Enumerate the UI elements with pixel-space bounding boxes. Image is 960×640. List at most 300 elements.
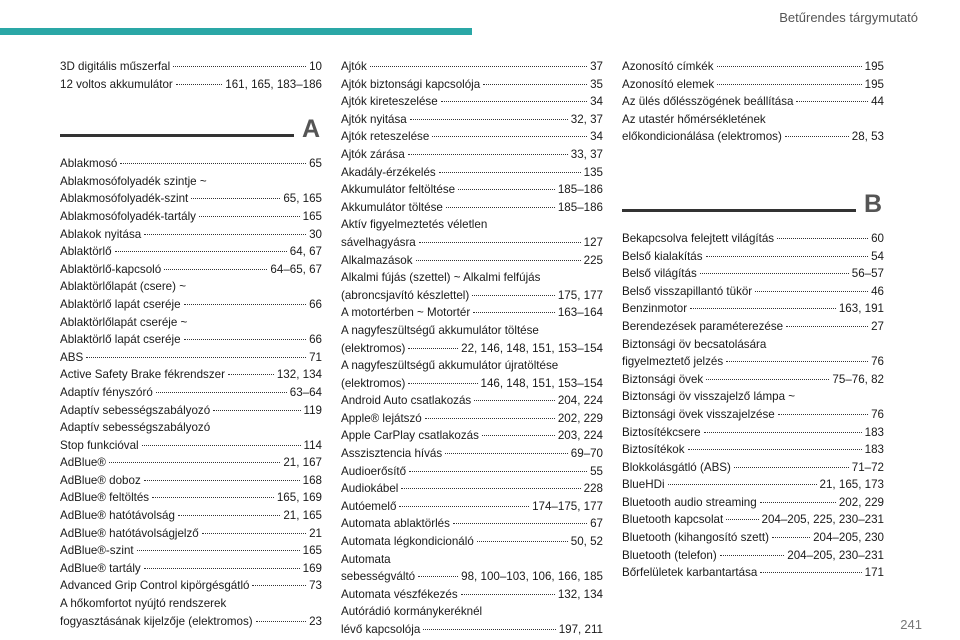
index-term: előkondicionálása (elektromos) xyxy=(622,130,782,144)
index-term: Bluetooth (kihangosító szett) xyxy=(622,531,769,545)
index-entry-line xyxy=(60,419,322,437)
index-entry xyxy=(341,128,603,146)
page-reference: 60 xyxy=(871,231,884,245)
page-header-title: Betűrendes tárgymutató xyxy=(779,10,918,25)
index-entry xyxy=(60,314,322,349)
index-entry-line xyxy=(622,336,884,354)
index-term: Automata vészfékezés xyxy=(341,587,458,601)
dot-leader xyxy=(370,66,587,67)
page-reference: 56–57 xyxy=(851,267,884,281)
index-entry-line xyxy=(341,445,603,463)
index-entry xyxy=(341,269,603,304)
index-term: Belső visszapillantó tükör xyxy=(622,284,753,298)
index-entry xyxy=(341,463,603,481)
index-entry-line xyxy=(60,366,322,384)
index-entry-line xyxy=(622,511,884,529)
index-entry xyxy=(60,595,322,630)
index-term: A hőkomfortot nyújtó rendszerek xyxy=(60,597,227,611)
index-entry xyxy=(341,93,603,111)
index-term: Azonosító elemek xyxy=(622,77,715,91)
page-reference: 163–164 xyxy=(557,306,603,320)
dot-leader xyxy=(184,304,307,305)
index-term: AdBlue®-szint xyxy=(60,544,134,558)
dot-leader xyxy=(184,339,307,340)
index-entry-line xyxy=(622,388,884,406)
index-entry xyxy=(622,76,884,94)
index-entry-line xyxy=(341,586,603,604)
index-entry xyxy=(341,199,603,217)
index-entry-line xyxy=(60,560,322,578)
page-reference: 76 xyxy=(871,407,884,421)
page-reference: 185–186 xyxy=(557,200,603,214)
index-entry-line xyxy=(622,459,884,477)
section-divider xyxy=(60,134,294,137)
page-reference: 63–64 xyxy=(289,385,322,399)
index-entry xyxy=(341,603,603,638)
index-term: 12 voltos akkumulátor xyxy=(60,77,173,91)
index-column-1 xyxy=(60,58,322,630)
index-term: AdBlue® xyxy=(60,456,106,470)
index-entry-line xyxy=(622,230,884,248)
index-column-2 xyxy=(341,58,603,639)
dot-leader xyxy=(441,101,587,102)
index-entry xyxy=(341,498,603,516)
page-reference: 34 xyxy=(590,95,603,109)
dot-leader xyxy=(755,291,868,292)
index-entry xyxy=(341,58,603,76)
page-reference: 165 xyxy=(302,544,322,558)
dot-leader xyxy=(704,432,862,433)
dot-leader xyxy=(152,497,274,498)
section-letter: A xyxy=(301,115,320,144)
index-entry xyxy=(341,322,603,357)
page-reference: 76 xyxy=(871,355,884,369)
page-reference: 135 xyxy=(583,165,603,179)
page-reference: 34 xyxy=(590,130,603,144)
dot-leader xyxy=(144,568,300,569)
index-entry-line xyxy=(60,577,322,595)
dot-leader xyxy=(760,502,836,503)
index-entry-line xyxy=(341,269,603,287)
page-reference: 202, 229 xyxy=(838,495,884,509)
index-term: Ajtók kireteszelése xyxy=(341,95,438,109)
index-entry xyxy=(341,252,603,270)
page-reference: 183 xyxy=(864,443,884,457)
page-reference: 132, 134 xyxy=(276,368,322,382)
index-entry xyxy=(60,58,322,76)
index-term: Ajtók nyitása xyxy=(341,112,407,126)
index-term: Ablaktörlőlapát cseréje ~ xyxy=(60,315,188,329)
index-entry-line xyxy=(60,331,322,349)
page-reference: 228 xyxy=(583,482,603,496)
index-entry xyxy=(622,494,884,512)
page-reference: 174–175, 177 xyxy=(532,499,603,513)
index-entry xyxy=(60,560,322,578)
index-entry xyxy=(622,93,884,111)
index-entry-line xyxy=(622,476,884,494)
dot-leader xyxy=(474,400,555,401)
index-term: figyelmeztető jelzés xyxy=(622,355,724,369)
dot-leader xyxy=(173,66,306,67)
index-entry-line xyxy=(341,375,603,393)
index-entry-line xyxy=(622,564,884,582)
page-reference: 183 xyxy=(864,425,884,439)
index-term: Az ülés dőlésszögének beállítása xyxy=(622,95,794,109)
page-reference: 66 xyxy=(309,333,322,347)
page-reference: 204–205, 225, 230–231 xyxy=(761,513,884,527)
dot-leader xyxy=(144,234,306,235)
index-entry xyxy=(60,76,322,94)
index-entry xyxy=(622,300,884,318)
dot-leader xyxy=(445,453,568,454)
page-reference: 132, 134 xyxy=(557,587,603,601)
index-entry xyxy=(622,248,884,266)
page-reference: 64–65, 67 xyxy=(270,262,322,276)
index-term: Ablakmosófolyadék szintje ~ xyxy=(60,174,207,188)
page-reference: 202, 229 xyxy=(557,411,603,425)
index-entry-line xyxy=(341,410,603,428)
index-entry-line xyxy=(60,155,322,173)
dot-leader xyxy=(717,66,862,67)
index-entry xyxy=(341,304,603,322)
index-entry-line xyxy=(341,340,603,358)
index-term: Ablaktörlő lapát cseréje xyxy=(60,297,181,311)
page-reference: 44 xyxy=(871,95,884,109)
page-reference: 21, 167 xyxy=(283,456,322,470)
index-term: Belső világítás xyxy=(622,267,697,281)
index-entry xyxy=(622,336,884,371)
index-entry-line xyxy=(622,111,884,129)
index-entry-line xyxy=(341,58,603,76)
page-reference: 175, 177 xyxy=(557,288,603,302)
page-reference: 168 xyxy=(302,473,322,487)
page-reference: 21 xyxy=(309,526,322,540)
index-term: Autóemelő xyxy=(341,499,397,513)
index-entry xyxy=(622,529,884,547)
index-entry-line xyxy=(341,568,603,586)
index-column-3 xyxy=(622,58,884,582)
dot-leader xyxy=(408,348,458,349)
section-heading xyxy=(622,188,884,226)
index-term: BlueHDi xyxy=(622,478,665,492)
index-term: Audiokábel xyxy=(341,482,399,496)
index-term: Belső kialakítás xyxy=(622,249,703,263)
index-term: Ablakmosófolyadék-tartály xyxy=(60,209,196,223)
index-entry-line xyxy=(60,190,322,208)
index-entry-line xyxy=(341,252,603,270)
index-term: Asszisztencia hívás xyxy=(341,447,443,461)
index-entry-line xyxy=(60,384,322,402)
index-entry-line xyxy=(60,278,322,296)
index-term: Alkalmi fújás (szettel) ~ Alkalmi felfújás xyxy=(341,271,541,285)
index-entry-line xyxy=(60,542,322,560)
page-reference: 35 xyxy=(590,77,603,91)
index-entry-line xyxy=(60,489,322,507)
index-term: Ajtók reteszelése xyxy=(341,130,430,144)
index-entry xyxy=(341,410,603,428)
index-entry xyxy=(622,265,884,283)
page-reference: 37 xyxy=(590,60,603,73)
index-entry xyxy=(341,146,603,164)
dot-leader xyxy=(446,207,555,208)
index-entry xyxy=(622,58,884,76)
index-entry xyxy=(60,226,322,244)
index-entry xyxy=(341,216,603,251)
page-reference: 98, 100–103, 106, 166, 185 xyxy=(461,570,603,584)
index-entry-line xyxy=(60,349,322,367)
index-term: ABS xyxy=(60,350,84,364)
index-entry xyxy=(622,441,884,459)
index-entry-line xyxy=(341,515,603,533)
dot-leader xyxy=(458,189,555,190)
index-entry-line xyxy=(60,226,322,244)
index-entry xyxy=(622,111,884,146)
index-term: Alkalmazások xyxy=(341,253,413,267)
index-entry xyxy=(60,542,322,560)
index-entry xyxy=(60,402,322,420)
index-entry xyxy=(341,533,603,551)
dot-leader xyxy=(399,506,529,507)
page-reference: 21, 165, 173 xyxy=(819,478,884,492)
index-term: 3D digitális műszerfal xyxy=(60,60,171,73)
index-term: lévő kapcsolója xyxy=(341,623,421,636)
page-reference: 21, 165 xyxy=(283,509,322,523)
index-entry-line xyxy=(341,427,603,445)
index-term: A motortérben ~ Motortér xyxy=(341,306,471,320)
index-entry-line xyxy=(622,248,884,266)
page-reference: 195 xyxy=(864,77,884,91)
dot-leader xyxy=(483,84,587,85)
section-heading xyxy=(60,113,322,151)
dot-leader xyxy=(202,533,306,534)
index-term: Ajtók biztonsági kapcsolója xyxy=(341,77,481,91)
index-term: Bekapcsolva felejtett világítás xyxy=(622,231,775,245)
index-term: Apple® lejátszó xyxy=(341,411,422,425)
index-term: Biztonsági öv becsatolására xyxy=(622,337,767,351)
index-entry xyxy=(622,547,884,565)
index-entry-line xyxy=(622,93,884,111)
dot-leader xyxy=(142,445,301,446)
index-term: Audioerősítő xyxy=(341,464,407,478)
index-entry-line xyxy=(60,173,322,191)
index-entry-line xyxy=(60,437,322,455)
index-entry xyxy=(341,76,603,94)
index-term: Blokkolásgátló (ABS) xyxy=(622,460,731,474)
index-entry xyxy=(341,111,603,129)
index-entry-line xyxy=(341,76,603,94)
index-entry-line xyxy=(622,529,884,547)
index-entry-line xyxy=(60,58,322,76)
index-term: Ablakok nyitása xyxy=(60,227,142,241)
index-entry-line xyxy=(60,507,322,525)
index-entry-line xyxy=(622,76,884,94)
index-entry-line xyxy=(341,234,603,252)
index-entry-line xyxy=(60,472,322,490)
dot-leader xyxy=(726,361,868,362)
index-entry xyxy=(60,454,322,472)
dot-leader xyxy=(717,84,862,85)
index-entry-line xyxy=(341,322,603,340)
page-reference: 195 xyxy=(864,60,884,73)
index-entry-line xyxy=(622,353,884,371)
page-reference: 65 xyxy=(309,157,322,171)
page-reference: 67 xyxy=(590,517,603,531)
index-term: AdBlue® doboz xyxy=(60,473,141,487)
dot-leader xyxy=(482,435,555,436)
page-reference: 71 xyxy=(309,350,322,364)
index-entry-line xyxy=(341,392,603,410)
dot-leader xyxy=(176,84,223,85)
index-entry xyxy=(341,427,603,445)
dot-leader xyxy=(178,515,280,516)
index-entry-line xyxy=(341,128,603,146)
index-term: sebességváltó xyxy=(341,570,416,584)
page-reference: 73 xyxy=(309,579,322,593)
index-term: Bluetooth audio streaming xyxy=(622,495,757,509)
page-reference: 10 xyxy=(309,60,322,73)
page-reference: 204–205, 230–231 xyxy=(787,548,884,562)
index-term: Automata ablaktörlés xyxy=(341,517,450,531)
index-term: Ablaktörlő xyxy=(60,245,112,259)
dot-leader xyxy=(706,379,829,380)
dot-leader xyxy=(410,119,568,120)
index-entry-line xyxy=(341,357,603,375)
dot-leader xyxy=(706,256,869,257)
dot-leader xyxy=(191,198,280,199)
index-term: AdBlue® tartály xyxy=(60,561,141,575)
index-term: Stop funkcióval xyxy=(60,438,139,452)
index-entry xyxy=(60,577,322,595)
index-entry-line xyxy=(622,424,884,442)
index-term: AdBlue® feltöltés xyxy=(60,491,150,505)
dot-leader xyxy=(786,326,868,327)
index-entry xyxy=(341,181,603,199)
index-entry xyxy=(622,318,884,336)
dot-leader xyxy=(409,471,587,472)
dot-leader xyxy=(86,357,306,358)
index-entry-line xyxy=(341,287,603,305)
index-entry xyxy=(60,278,322,313)
index-entry-line xyxy=(341,111,603,129)
index-entry xyxy=(60,472,322,490)
index-entry xyxy=(60,261,322,279)
index-entry-line xyxy=(622,283,884,301)
index-entry xyxy=(60,243,322,261)
index-entry-line xyxy=(60,454,322,472)
dot-leader xyxy=(408,154,568,155)
index-entry-line xyxy=(341,146,603,164)
index-entry xyxy=(60,366,322,384)
index-term: Android Auto csatlakozás xyxy=(341,394,472,408)
page-reference: 161, 165, 183–186 xyxy=(225,77,322,91)
page-reference: 64, 67 xyxy=(289,245,322,259)
index-entry xyxy=(60,384,322,402)
index-term: Adaptív sebességszabályozó xyxy=(60,421,211,435)
page-reference: 197, 211 xyxy=(558,623,603,636)
index-entry xyxy=(60,419,322,454)
index-entry xyxy=(622,371,884,389)
index-entry xyxy=(622,424,884,442)
index-entry-line xyxy=(622,128,884,146)
page-reference: 50, 52 xyxy=(570,535,603,549)
index-term: Benzinmotor xyxy=(622,302,688,316)
dot-leader xyxy=(199,216,300,217)
index-entry-line xyxy=(341,603,603,621)
header-accent-bar xyxy=(0,28,472,35)
index-entry-line xyxy=(341,551,603,569)
index-entry xyxy=(341,515,603,533)
index-term: Ablaktörlőlapát (csere) ~ xyxy=(60,280,186,294)
dot-leader xyxy=(109,462,280,463)
dot-leader xyxy=(120,163,306,164)
dot-leader xyxy=(734,467,849,468)
index-entry xyxy=(60,489,322,507)
index-entry-line xyxy=(60,296,322,314)
page-reference: 225 xyxy=(583,253,603,267)
dot-leader xyxy=(668,484,817,485)
dot-leader xyxy=(700,273,849,274)
page-reference: 46 xyxy=(871,284,884,298)
index-term: sávelhagyásra xyxy=(341,235,416,249)
index-entry-line xyxy=(341,216,603,234)
page-reference: 66 xyxy=(309,297,322,311)
index-entry xyxy=(622,511,884,529)
index-entry-line xyxy=(60,76,322,94)
page-reference: 169 xyxy=(302,561,322,575)
page-reference: 71–72 xyxy=(851,460,884,474)
index-entry-line xyxy=(341,621,603,639)
page-reference: 75–76, 82 xyxy=(832,372,884,386)
dot-leader xyxy=(439,172,581,173)
page-reference: 171 xyxy=(864,566,884,580)
column-spacer xyxy=(622,146,884,168)
index-entry-line xyxy=(622,318,884,336)
index-entry-line xyxy=(341,164,603,182)
page-reference: 185–186 xyxy=(557,183,603,197)
dot-leader xyxy=(473,312,555,313)
index-term: Biztonsági övek visszajelzése xyxy=(622,407,775,421)
section-letter: B xyxy=(863,189,882,218)
index-entry xyxy=(341,164,603,182)
index-entry-line xyxy=(622,300,884,318)
index-entry xyxy=(622,564,884,582)
page-reference: 114 xyxy=(303,438,322,452)
dot-leader xyxy=(690,308,836,309)
index-entry-line xyxy=(622,441,884,459)
dot-leader xyxy=(228,374,274,375)
page-reference: 32, 37 xyxy=(570,112,603,126)
index-entry xyxy=(341,480,603,498)
dot-leader xyxy=(760,572,861,573)
index-entry xyxy=(622,283,884,301)
page-reference: 23 xyxy=(309,614,322,628)
dot-leader xyxy=(453,523,587,524)
page-reference: 22, 146, 148, 151, 153–154 xyxy=(461,341,603,355)
index-entry xyxy=(622,476,884,494)
index-term: Az utastér hőmérsékletének xyxy=(622,112,766,126)
dot-leader xyxy=(432,136,587,137)
index-entry xyxy=(622,230,884,248)
page-reference: 69–70 xyxy=(570,447,603,461)
index-entry-line xyxy=(622,58,884,76)
index-term: Ablakmosó xyxy=(60,157,118,171)
index-entry-line xyxy=(341,199,603,217)
index-entry xyxy=(60,173,322,208)
page-reference: 28, 53 xyxy=(851,130,884,144)
index-term: Bőrfelületek karbantartása xyxy=(622,566,758,580)
index-entry-line xyxy=(341,533,603,551)
index-entry xyxy=(341,357,603,392)
